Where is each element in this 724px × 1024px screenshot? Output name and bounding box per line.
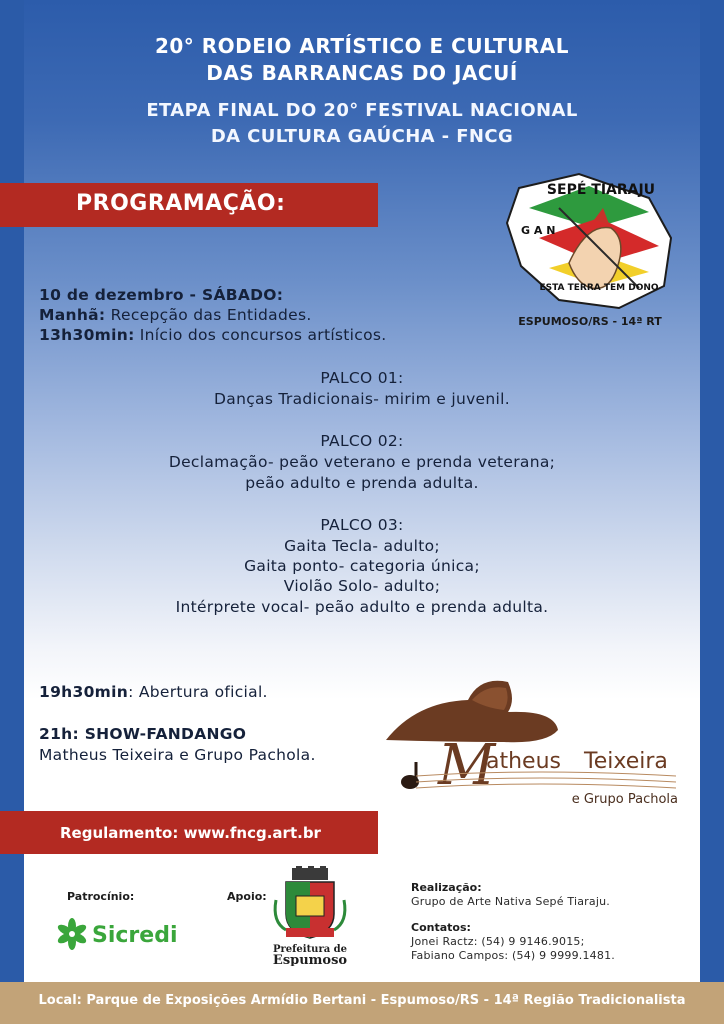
schedule-opening: 19h30min: Abertura oficial. bbox=[39, 683, 268, 701]
event-subtitle-line2: DA CULTURA GAÚCHA - FNCG bbox=[210, 126, 514, 147]
palco2-title: PALCO 02: bbox=[320, 432, 404, 450]
contato-jonei: Jonei Ractz: (54) 9 9146.9015; bbox=[411, 935, 585, 948]
gan-sepe-tiaraju-logo bbox=[499, 168, 681, 336]
schedule-date: 10 de dezembro - SÁBADO: bbox=[39, 286, 284, 304]
schedule-show-title: 21h: SHOW-FANDANGO bbox=[39, 725, 247, 743]
apoio-name-line2: Espumoso bbox=[272, 953, 348, 966]
palco3-line4: Intérprete vocal- peão adulto e prenda adulta. bbox=[175, 598, 549, 616]
badge-top-text: SEPÉ TIARAJU bbox=[546, 182, 656, 198]
realizacao-label: Realização: bbox=[411, 881, 482, 894]
matheus-teixeira-logo bbox=[376, 672, 686, 812]
artist-logo-group: e Grupo Pachola bbox=[571, 792, 678, 807]
apoio-label: Apoio: bbox=[227, 890, 267, 903]
realizacao-text: Grupo de Arte Nativa Sepé Tiaraju. bbox=[411, 895, 610, 908]
schedule-start: 13h30min: Início dos concursos artísticos. bbox=[39, 326, 387, 344]
patrocinio-label: Patrocínio: bbox=[67, 890, 135, 903]
sicredi-logo bbox=[55, 914, 185, 954]
contato-fabiano: Fabiano Campos: (54) 9 9999.1481. bbox=[411, 949, 615, 962]
palco3-line3: Violão Solo- adulto; bbox=[283, 577, 441, 595]
palco1-title: PALCO 01: bbox=[320, 369, 404, 387]
schedule-morning: Manhã: Recepção das Entidades. bbox=[39, 306, 312, 324]
programacao-label: PROGRAMAÇÃO: bbox=[76, 191, 286, 216]
espumoso-crest-icon bbox=[268, 866, 352, 966]
badge-location-text: ESPUMOSO/RS - 14ª RT bbox=[518, 315, 662, 328]
palco2-line1: Declamação- peão veterano e prenda veterana; bbox=[168, 453, 556, 471]
event-title-line2: DAS BARRANCAS DO JACUÍ bbox=[206, 61, 518, 85]
sponsor-name: Sicredi bbox=[92, 923, 178, 948]
palco3-line2: Gaita ponto- categoria única; bbox=[244, 557, 480, 575]
apoio-name-line1: Prefeitura de bbox=[272, 944, 348, 955]
artist-logo-name-part2: Teixeira bbox=[584, 749, 668, 774]
contatos-label: Contatos: bbox=[411, 921, 471, 934]
regulamento-link[interactable]: Regulamento: www.fncg.art.br bbox=[60, 824, 321, 842]
event-subtitle-line1: ETAPA FINAL DO 20° FESTIVAL NACIONAL bbox=[146, 100, 578, 121]
event-title-line1: 20° RODEIO ARTÍSTICO E CULTURAL bbox=[154, 34, 570, 58]
schedule-show-artist: Matheus Teixeira e Grupo Pachola. bbox=[39, 746, 316, 764]
palco3-line1: Gaita Tecla- adulto; bbox=[284, 537, 440, 555]
palco1-line1: Danças Tradicionais- mirim e juvenil. bbox=[214, 390, 510, 408]
footer-location: Local: Parque de Exposições Armídio Bertani - Espumoso/RS - 14ª Região Tradicionalista bbox=[38, 993, 686, 1008]
sicredi-flower-icon bbox=[56, 918, 88, 950]
badge-left-text: G A N bbox=[521, 224, 556, 237]
palco2-line2: peão adulto e prenda adulta. bbox=[245, 474, 479, 492]
palco3-title: PALCO 03: bbox=[320, 516, 404, 534]
artist-logo-initial: M bbox=[438, 733, 496, 798]
badge-bottom-text: ESTA TERRA TEM DONO bbox=[539, 283, 659, 293]
artist-logo-name-part1: atheus bbox=[486, 749, 561, 774]
